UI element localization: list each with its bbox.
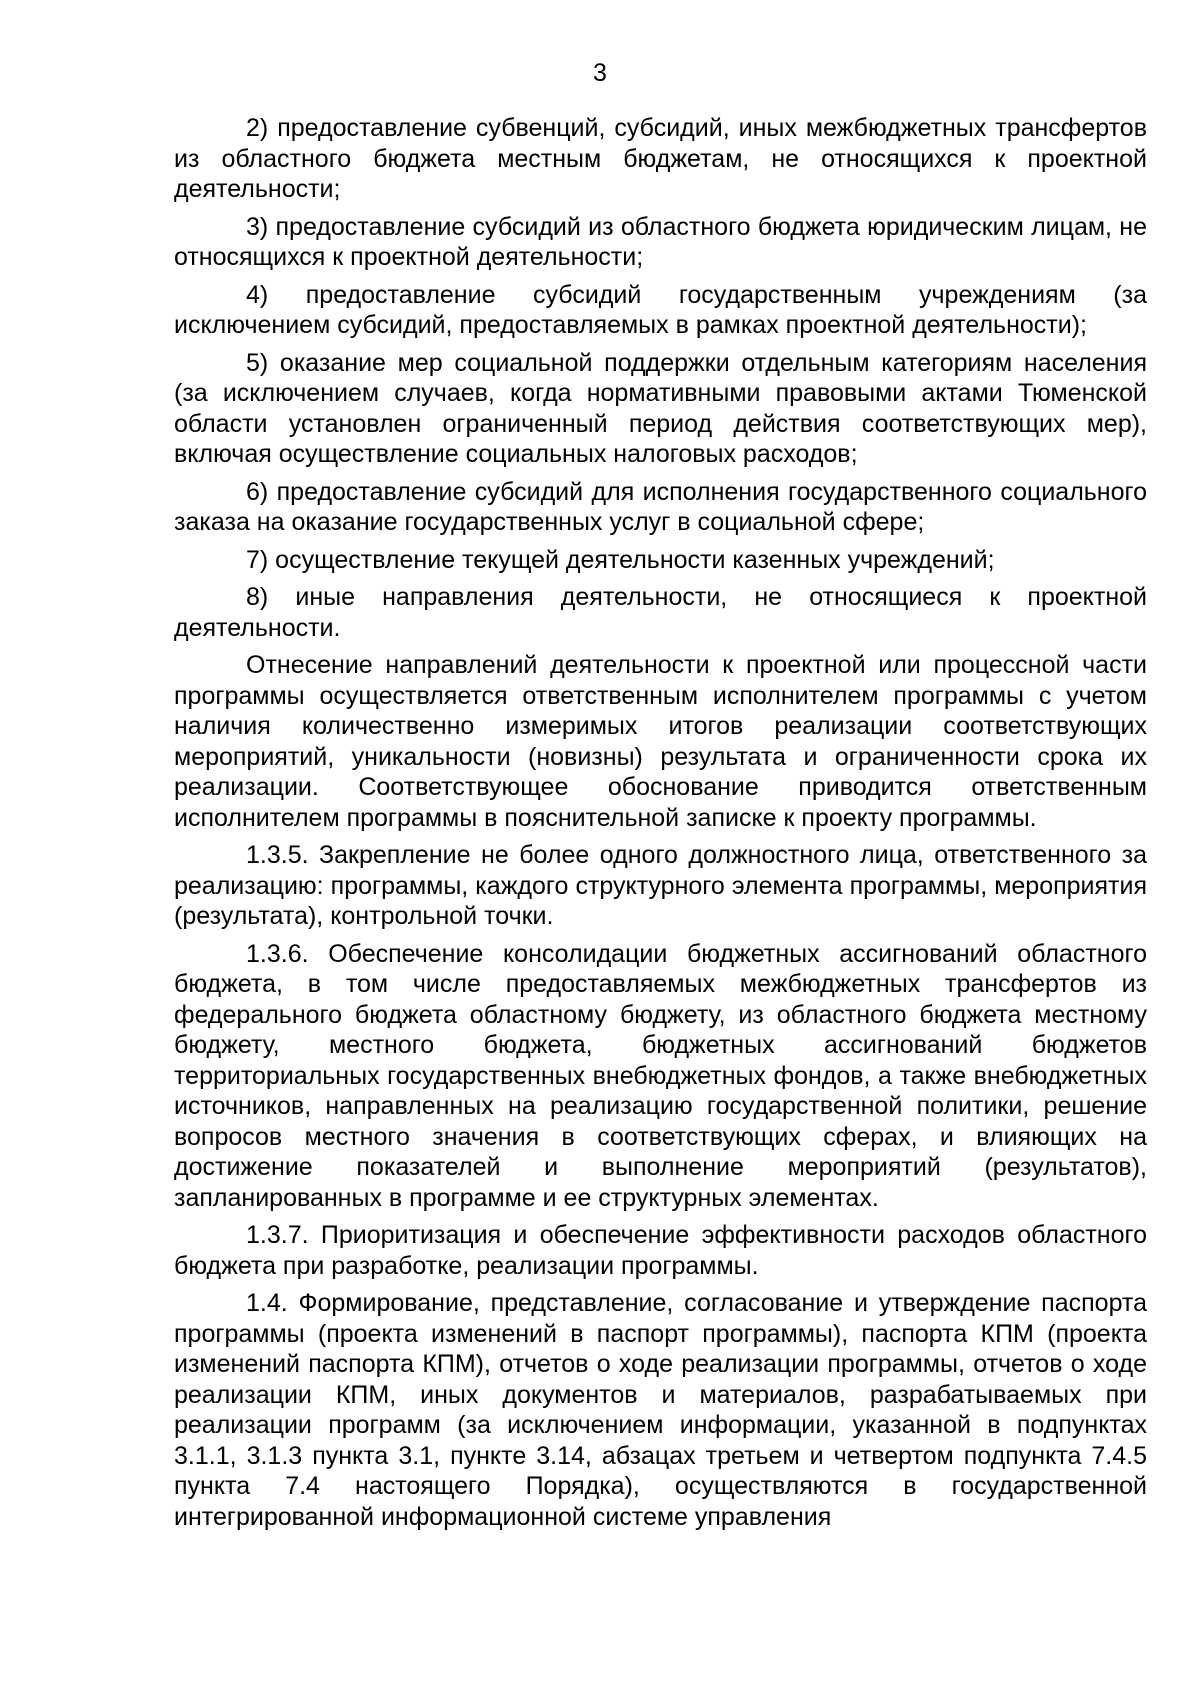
- page-number: 3: [593, 59, 607, 87]
- paragraph-1-3-7: 1.3.7. Приоритизация и обеспечение эффективности расходов областного бюджета при разработке, реализации программы.: [174, 1221, 1147, 1280]
- paragraph-1-4: 1.4. Формирование, представление, согласование и утверждение паспорта программы (проекта изменений в паспорт программы), паспорта КПМ (проекта изменений паспорта КПМ), отчетов о ходе реализации программы, отчетов о ходе реализации КПМ, иных документов и материалов, разрабатываемых при реализации программ (за исключением информации, указанной в подпунктах 3.1.1, 3.1.3 пункта 3.1, пункте 3.14, абзацах третьем и четвертом подпункта 7.4.5 пункта 7.4 настоящего Порядка), осуществляются в государственной интегрированной информационной системе управления: [174, 1289, 1147, 1531]
- paragraph-assignment: Отнесение направлений деятельности к проектной или процессной части программы осуществляется ответственным исполнителем программы с учетом наличия количественно измеримых итогов реализации соответствующих мероприятий, уникальности (новизны) результата и ограниченности срока их реализации. Соответствующее обоснование приводится ответственным исполнителем программы в пояснительной записке к проекту программы.: [174, 651, 1147, 832]
- paragraph-item-5: 5) оказание мер социальной поддержки отдельным категориям населения (за исключением случаев, когда нормативными правовыми актами Тюменской области установлен ограниченный период действия соответствующих мер), включая осуществление социальных налоговых расходов;: [174, 348, 1147, 468]
- paragraph-item-3: 3) предоставление субсидий из областного бюджета юридическим лицам, не относящихся к проектной деятельности;: [174, 212, 1147, 271]
- paragraph-item-2: 2) предоставление субвенций, субсидий, иных межбюджетных трансфертов из областного бюджета местным бюджетам, не относящихся к проектной деятельности;: [174, 114, 1147, 203]
- paragraph-item-4: 4) предоставление субсидий государственным учреждениям (за исключением субсидий, предоставляемых в рамках проектной деятельности);: [174, 280, 1147, 339]
- paragraph-item-7: 7) осуществление текущей деятельности казенных учреждений;: [246, 545, 995, 574]
- paragraph-item-8: 8) иные направления деятельности, не относящиеся к проектной деятельности.: [174, 583, 1147, 642]
- paragraph-1-3-5: 1.3.5. Закрепление не более одного должностного лица, ответственного за реализацию: программы, каждого структурного элемента программы, мероприятия (результата), контрольной точки.: [174, 841, 1147, 930]
- document-body: [174, 113, 1147, 1539]
- paragraph-item-6: 6) предоставление субсидий для исполнения государственного социального заказа на оказание государственных услуг в социальной сфере;: [174, 477, 1147, 536]
- paragraph-1-3-6: 1.3.6. Обеспечение консолидации бюджетных ассигнований областного бюджета, в том числе предоставляемых межбюджетных трансфертов из федерального бюджета областному бюджету, из областного бюджета местному бюджету, местного бюджета, бюджетных ассигнований бюджетов территориальных государственных внебюджетных фондов, а также внебюджетных источников, направленных на реализацию государственной политики, решение вопросов местного значения в соответствующих сферах, и влияющих на достижение показателей и выполнение мероприятий (результатов), запланированных в программе и ее структурных элементах.: [174, 939, 1147, 1212]
